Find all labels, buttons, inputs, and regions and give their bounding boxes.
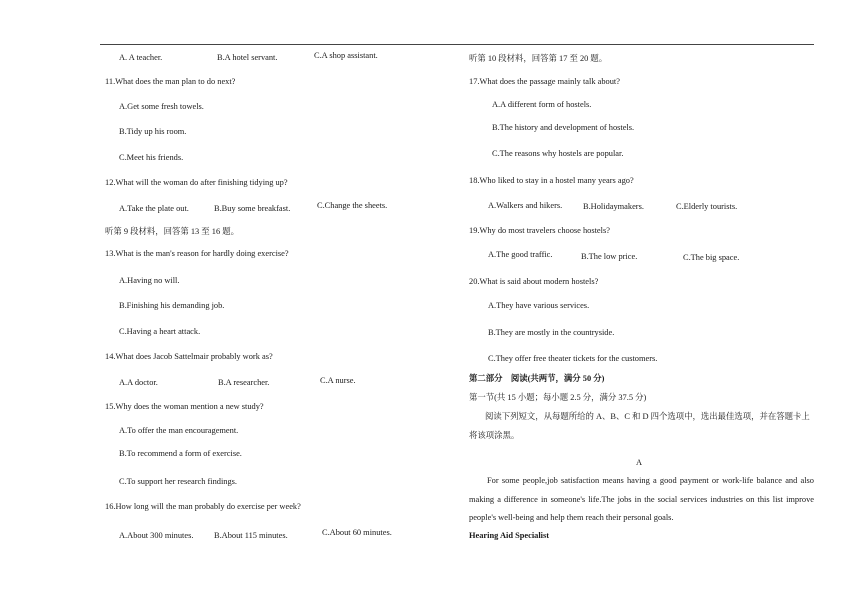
section-10-heading: 听第 10 段材料，回答第 17 至 20 题。 xyxy=(469,54,608,63)
q12-option-b: B.Buy some breakfast. xyxy=(214,204,291,213)
q16-option-c: C.About 60 minutes. xyxy=(322,528,392,537)
q17-option-c: C.The reasons why hostels are popular. xyxy=(492,149,624,158)
section-1-heading: 第一节(共 15 小题；每小题 2.5 分，满分 37.5 分) xyxy=(469,393,647,402)
q15-option-c: C.To support her research findings. xyxy=(119,477,238,486)
q17-option-b: B.The history and development of hostels. xyxy=(492,123,635,132)
q18-question: 18.Who liked to stay in a hostel many years ago? xyxy=(469,176,634,185)
q17-option-a: A.A different form of hostels. xyxy=(492,100,592,109)
q11-option-a: A.Get some fresh towels. xyxy=(119,102,204,111)
q16-option-b: B.About 115 minutes. xyxy=(214,531,288,540)
q14-option-b: B.A researcher. xyxy=(218,378,270,387)
q18-option-b: B.Holidaymakers. xyxy=(583,202,644,211)
passage-text: For some people,job satisfaction means having a good payment or work-life balance and also making a difference in someone's life.The jobs in the social services industries on this list improve people's well-being and help them reach their personal goals. xyxy=(469,476,814,522)
q12-question: 12.What will the woman do after finishing tidying up? xyxy=(105,178,288,187)
q10-option-b: B.A hotel servant. xyxy=(217,53,278,62)
q15-option-a: A.To offer the man encouragement. xyxy=(119,426,239,435)
passage-label: A xyxy=(636,458,643,467)
q18-option-a: A.Walkers and hikers. xyxy=(488,201,563,210)
passage-subheading: Hearing Aid Specialist xyxy=(469,531,550,540)
q19-option-b: B.The low price. xyxy=(581,252,638,261)
q12-option-a: A.Take the plate out. xyxy=(119,204,189,213)
q14-option-a: A.A doctor. xyxy=(119,378,158,387)
q19-question: 19.Why do most travelers choose hostels? xyxy=(469,226,610,235)
q14-question: 14.What does Jacob Sattelmair probably work as? xyxy=(105,352,273,361)
q10-option-c: C.A shop assistant. xyxy=(314,51,378,60)
q20-option-b: B.They are mostly in the countryside. xyxy=(488,328,615,337)
part-2-heading: 第二部分 阅读(共两节，满分 50 分) xyxy=(469,374,605,383)
q17-question: 17.What does the passage mainly talk about? xyxy=(469,77,620,86)
q18-option-c: C.Elderly tourists. xyxy=(676,202,738,211)
q13-option-a: A.Having no will. xyxy=(119,276,180,285)
header-rule xyxy=(100,44,814,45)
q19-option-a: A.The good traffic. xyxy=(488,250,553,259)
q13-option-b: B.Finishing his demanding job. xyxy=(119,301,225,310)
q19-option-c: C.The big space. xyxy=(683,253,740,262)
q13-option-c: C.Having a heart attack. xyxy=(119,327,201,336)
q14-option-c: C.A nurse. xyxy=(320,376,356,385)
q16-question: 16.How long will the man probably do exercise per week? xyxy=(105,502,301,511)
q11-option-b: B.Tidy up his room. xyxy=(119,127,187,136)
q15-question: 15.Why does the woman mention a new study? xyxy=(105,402,264,411)
q16-option-a: A.About 300 minutes. xyxy=(119,531,194,540)
q15-option-b: B.To recommend a form of exercise. xyxy=(119,449,242,458)
q20-option-c: C.They offer free theater tickets for the customers. xyxy=(488,354,658,363)
q13-question: 13.What is the man's reason for hardly doing exercise? xyxy=(105,249,289,258)
q11-question: 11.What does the man plan to do next? xyxy=(105,77,236,86)
q12-option-c: C.Change the sheets. xyxy=(317,201,388,210)
q20-question: 20.What is said about modern hostels? xyxy=(469,277,599,286)
q20-option-a: A.They have various services. xyxy=(488,301,590,310)
section-9-heading: 听第 9 段材料，回答第 13 至 16 题。 xyxy=(105,227,239,236)
q11-option-c: C.Meet his friends. xyxy=(119,153,184,162)
reading-instructions: 阅读下列短文，从每题所给的 A、B、C 和 D 四个选项中，选出最佳选项，并在答题卡上将该项涂黑。 xyxy=(469,412,810,440)
q10-option-a: A. A teacher. xyxy=(119,53,163,62)
